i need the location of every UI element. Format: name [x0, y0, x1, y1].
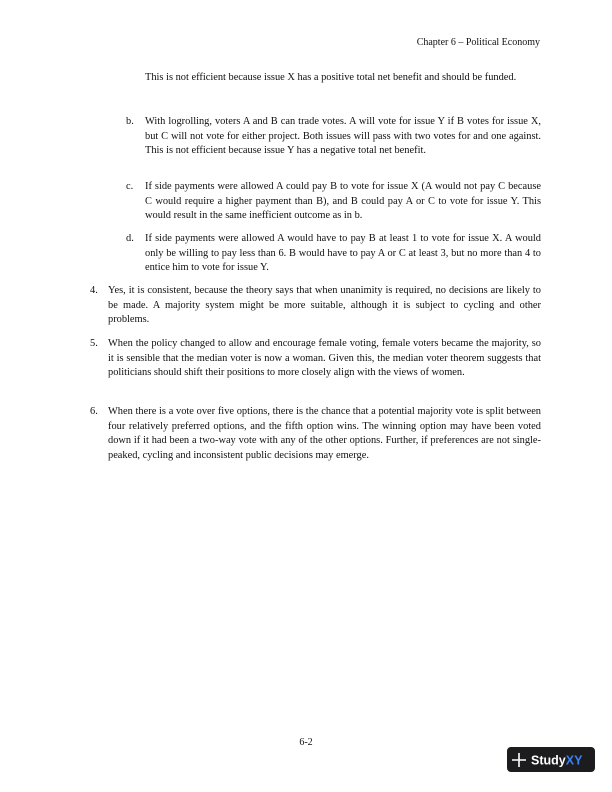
studyxy-logo-icon [512, 751, 590, 769]
list-item-text-4: Yes, it is consistent, because the theory says that when unanimity is required, no decisions are likely to be made. A majority system might be more suitable, although it is subject to cycling and other problems. [108, 285, 541, 325]
sub-item-text-b: With logrolling, voters A and B can trade votes. A will vote for issue Y if B votes for issue X, but C will not vote for either project. Both issues will pass with two votes for and one against. This is not efficient because issue Y has a negative total net benefit. [145, 116, 541, 156]
sub-item-text-c: If side payments were allowed A could pay B to vote for issue X (A would not pay C because C would require a higher payment than B), and B could pay A or C to vote for issue Y. This would result in the same inefficient outcome as in b. [145, 181, 541, 221]
list-item-label-6: 6. [90, 406, 98, 417]
list-item-label-5: 5. [90, 338, 98, 349]
running-header: Chapter 6 – Political Economy [416, 37, 540, 48]
page-number: 6-2 [299, 737, 313, 748]
continuation-paragraph: This is not efficient because issue X has a positive total net benefit and should be funded. [145, 72, 517, 83]
sub-item-label-d: d. [126, 233, 134, 244]
sub-item-label-b: b. [126, 116, 134, 127]
list-item-label-4: 4. [90, 285, 98, 296]
list-item-text-5: When the policy changed to allow and encourage female voting, female voters became the majority, so it is sensible that the median voter is now a woman. Given this, the median voter theorem suggests that politicians should shift their positions to more closely align with the views of women. [108, 338, 541, 378]
sub-item-text-d: If side payments were allowed A would have to pay B at least 1 to vote for issue X. A would only be willing to pay less than 6. B would have to pay A or C at least 3, but no more than 4 to entice him to vote for issue Y. [145, 233, 541, 273]
studyxy-watermark [507, 747, 595, 772]
sub-item-label-c: c. [126, 181, 134, 192]
list-item-text-6: When there is a vote over five options, there is the chance that a potential majority vote is split between four relatively preferred options, and the fifth option wins. The winning option may have been voted down if it had been a two-way vote with any of the other options. Further, if preferences are not single-peaked, cycling and inconsistent public decisions may emerge. [108, 406, 541, 461]
svg-text:StudyXY: StudyXY [531, 753, 583, 767]
